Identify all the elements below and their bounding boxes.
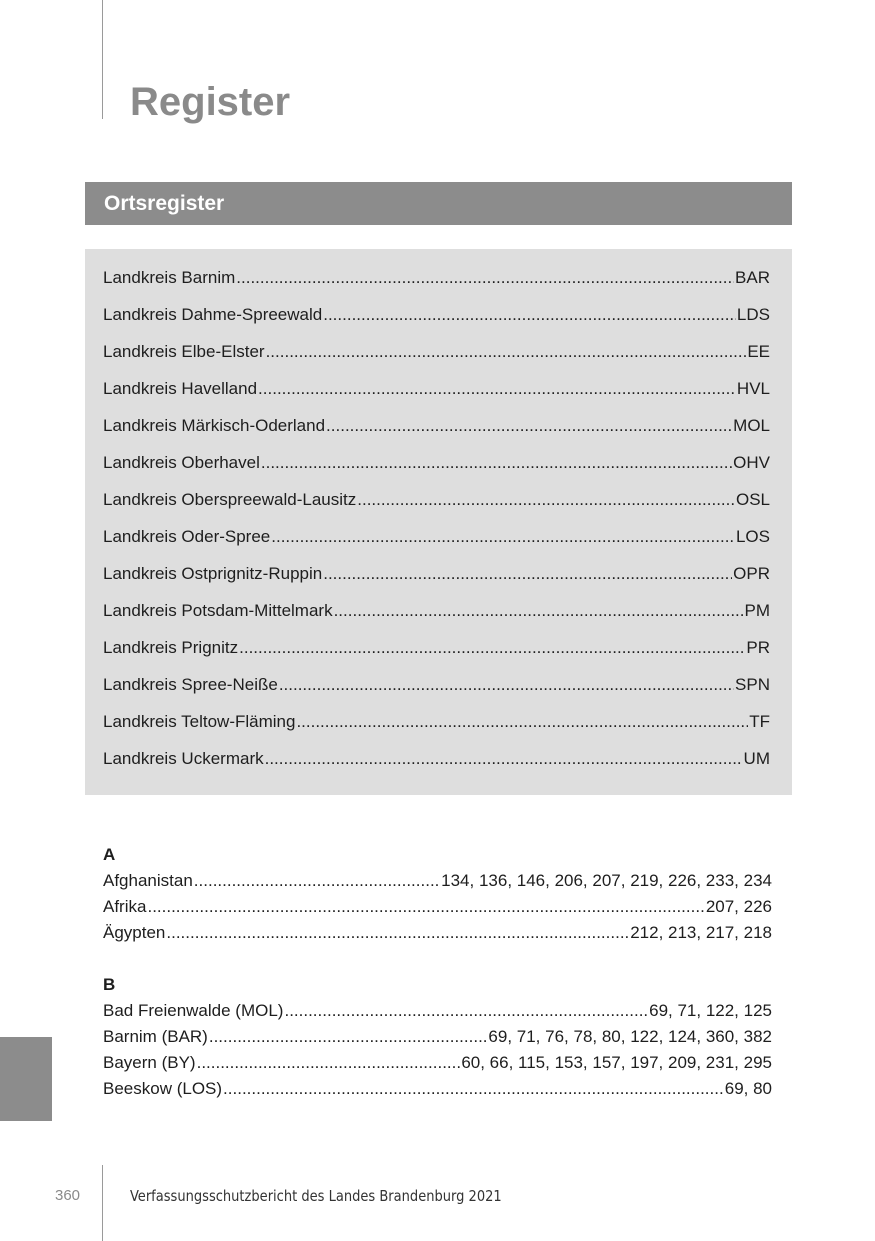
index-entry (103, 894, 772, 920)
abbreviation-row (103, 340, 770, 377)
index-pages: 69, 71, 76, 78, 80, 122, 124, 360, 382 (488, 1027, 772, 1046)
index-term: Afrika (103, 897, 147, 916)
abbreviation-row (103, 488, 770, 525)
district-code: TF (749, 712, 770, 731)
district-name: Landkreis Uckermark (103, 749, 264, 768)
district-name: Landkreis Spree-Neiße (103, 675, 278, 694)
district-name: Landkreis Barnim (103, 268, 236, 287)
district-code: UM (743, 749, 770, 768)
district-code: BAR (735, 268, 770, 287)
index-pages: 60, 66, 115, 153, 157, 197, 209, 231, 295 (461, 1053, 772, 1072)
abbreviation-row (103, 525, 770, 562)
district-code: LDS (736, 305, 770, 324)
district-code: EE (747, 342, 770, 361)
index-entry (103, 1076, 772, 1102)
group-spacer (103, 946, 772, 972)
page-number: 360 (55, 1187, 81, 1204)
abbreviation-row (103, 303, 770, 340)
index-entry (103, 868, 772, 894)
running-footer: Verfassungsschutzbericht des Landes Brandenburg 2021 (130, 1187, 502, 1205)
dot-leader (194, 868, 440, 894)
abbreviation-row (103, 710, 770, 747)
dot-leader (271, 525, 735, 548)
dot-leader (334, 599, 744, 622)
dot-leader (323, 303, 736, 326)
district-code: PR (746, 638, 770, 657)
district-abbreviation-list (103, 266, 770, 784)
index-letter-heading: B (103, 975, 116, 994)
dot-leader (323, 562, 732, 585)
dot-leader (284, 998, 648, 1024)
dot-leader (147, 894, 704, 920)
dot-leader (261, 451, 732, 474)
district-name: Landkreis Oder-Spree (103, 527, 271, 546)
dot-leader (326, 414, 732, 437)
section-title: Ortsregister (104, 192, 225, 215)
place-index (103, 842, 772, 1102)
district-name: Landkreis Oberspreewald-Lausitz (103, 490, 357, 509)
dot-leader (236, 266, 734, 289)
district-name: Landkreis Prignitz (103, 638, 239, 657)
section-header-bar (85, 182, 792, 225)
district-name: Landkreis Potsdam-Mittelmark (103, 601, 333, 620)
abbreviation-row (103, 266, 770, 303)
district-name: Landkreis Ostprignitz-Ruppin (103, 564, 323, 583)
index-term: Ägypten (103, 923, 166, 942)
abbreviation-row (103, 562, 770, 599)
dot-leader (166, 920, 629, 946)
index-term: Beeskow (LOS) (103, 1079, 223, 1098)
district-name: Landkreis Oberhavel (103, 453, 260, 472)
dot-leader (197, 1050, 461, 1076)
index-term: Afghanistan (103, 871, 193, 890)
district-code: OHV (733, 453, 770, 472)
index-term: Barnim (BAR) (103, 1027, 208, 1046)
index-entry (103, 1050, 772, 1076)
abbreviation-row (103, 377, 770, 414)
district-abbreviation-box (85, 249, 792, 795)
dot-leader (258, 377, 736, 400)
abbreviation-row (103, 451, 770, 488)
abbreviation-row (103, 747, 770, 784)
dot-leader (223, 1076, 724, 1102)
chapter-thumb-tab (0, 1037, 52, 1121)
index-letter-heading: A (103, 845, 116, 864)
district-code: OPR (733, 564, 770, 583)
district-code: OSL (735, 490, 770, 509)
index-pages: 134, 136, 146, 206, 207, 219, 226, 233, 234 (441, 871, 772, 890)
abbreviation-row (103, 599, 770, 636)
index-term: Bad Freienwalde (MOL) (103, 1001, 284, 1020)
dot-leader (265, 747, 743, 770)
index-entry (103, 1024, 772, 1050)
dot-leader (209, 1024, 488, 1050)
dot-leader (357, 488, 735, 511)
abbreviation-row (103, 414, 770, 451)
district-code: LOS (735, 527, 770, 546)
district-name: Landkreis Havelland (103, 379, 258, 398)
district-code: HVL (736, 379, 770, 398)
district-code: MOL (733, 416, 770, 435)
dot-leader (296, 710, 748, 733)
dot-leader (239, 636, 745, 659)
index-pages: 69, 71, 122, 125 (649, 1001, 772, 1020)
abbreviation-row (103, 636, 770, 673)
district-code: PM (744, 601, 770, 620)
index-pages: 69, 80 (724, 1079, 772, 1098)
district-code: SPN (735, 675, 770, 694)
dot-leader (279, 673, 734, 696)
index-term: Bayern (BY) (103, 1053, 196, 1072)
dot-leader (266, 340, 747, 363)
index-entry (103, 920, 772, 946)
district-name: Landkreis Elbe-Elster (103, 342, 265, 361)
page-title: Register (130, 80, 291, 124)
index-pages: 207, 226 (705, 897, 772, 916)
index-pages: 212, 213, 217, 218 (630, 923, 772, 942)
district-name: Landkreis Dahme-Spreewald (103, 305, 323, 324)
margin-rule-bottom (102, 1165, 103, 1241)
index-entry (103, 998, 772, 1024)
abbreviation-row (103, 673, 770, 710)
margin-rule-top (102, 0, 103, 119)
district-name: Landkreis Teltow-Fläming (103, 712, 296, 731)
district-name: Landkreis Märkisch-Oderland (103, 416, 326, 435)
